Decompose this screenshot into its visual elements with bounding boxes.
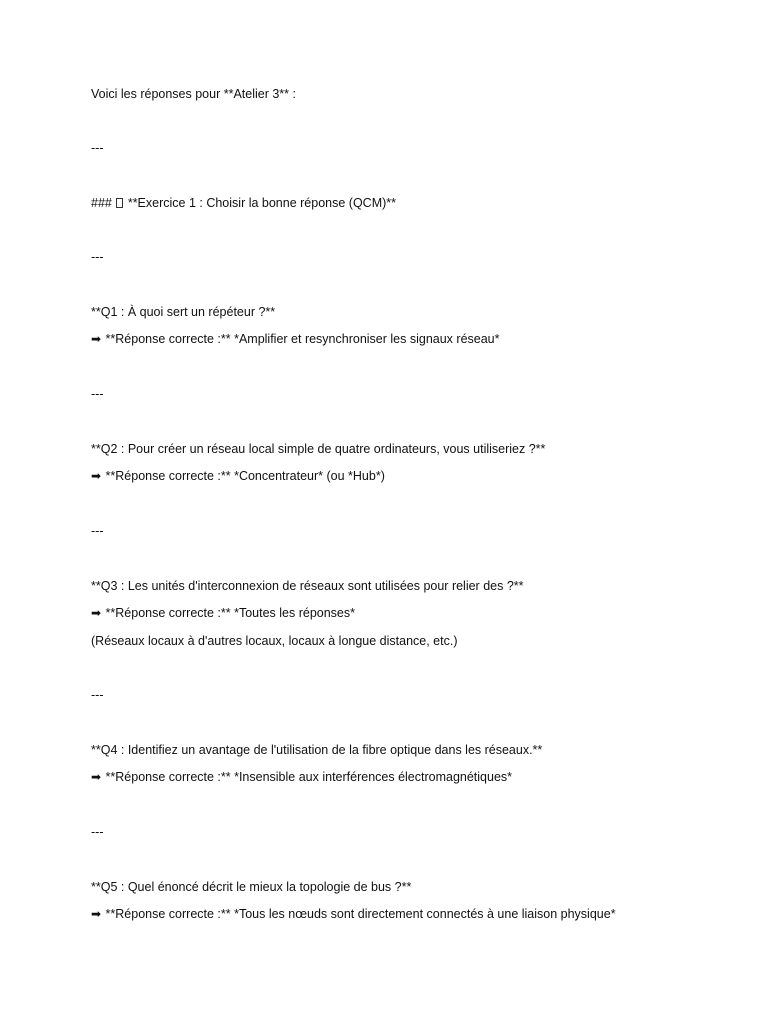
right-arrow-icon: ➡ — [91, 332, 102, 346]
question-q5: **Q5 : Quel énoncé décrit le mieux la topologie de bus ?** — [91, 880, 412, 894]
intro-text: Voici les réponses pour **Atelier 3** : — [91, 87, 296, 101]
answer-text: **Réponse correcte :** *Tous les nœuds sont directement connectés à une liaison physique* — [105, 907, 616, 921]
separator: --- — [91, 688, 104, 702]
question-q1: **Q1 : À quoi sert un répéteur ?** — [91, 305, 276, 319]
answer-text: **Réponse correcte :** *Insensible aux interférences électromagnétiques* — [105, 770, 513, 784]
question-q2: **Q2 : Pour créer un réseau local simple de quatre ordinateurs, vous utiliseriez ?** — [91, 442, 546, 456]
exercise-heading — [91, 195, 396, 211]
right-arrow-icon: ➡ — [91, 770, 102, 784]
missing-glyph-icon — [116, 198, 123, 208]
right-arrow-icon: ➡ — [91, 907, 102, 921]
right-arrow-icon: ➡ — [91, 606, 102, 620]
answer-text: **Réponse correcte :** *Concentrateur* (ou *Hub*) — [105, 469, 385, 483]
answer-q1 — [91, 331, 500, 347]
answer-q4 — [91, 769, 512, 785]
answer-text: **Réponse correcte :** *Toutes les réponses* — [105, 606, 355, 620]
separator: --- — [91, 387, 104, 401]
separator: --- — [91, 825, 104, 839]
answer-text: **Réponse correcte :** *Amplifier et resynchroniser les signaux réseau* — [105, 332, 500, 346]
heading-markdown-prefix: ### — [91, 196, 112, 210]
question-q4: **Q4 : Identifiez un avantage de l'utilisation de la fibre optique dans les réseaux.** — [91, 743, 543, 757]
exercise-heading-text: **Exercice 1 : Choisir la bonne réponse (QCM)** — [127, 196, 396, 210]
separator: --- — [91, 524, 104, 538]
separator: --- — [91, 141, 104, 155]
answer-q2 — [91, 468, 385, 484]
answer-note-q3: (Réseaux locaux à d'autres locaux, locaux à longue distance, etc.) — [91, 634, 458, 648]
right-arrow-icon: ➡ — [91, 469, 102, 483]
answer-q3 — [91, 605, 355, 621]
question-q3: **Q3 : Les unités d'interconnexion de réseaux sont utilisées pour relier des ?** — [91, 579, 524, 593]
separator: --- — [91, 250, 104, 264]
answer-q5 — [91, 906, 616, 922]
